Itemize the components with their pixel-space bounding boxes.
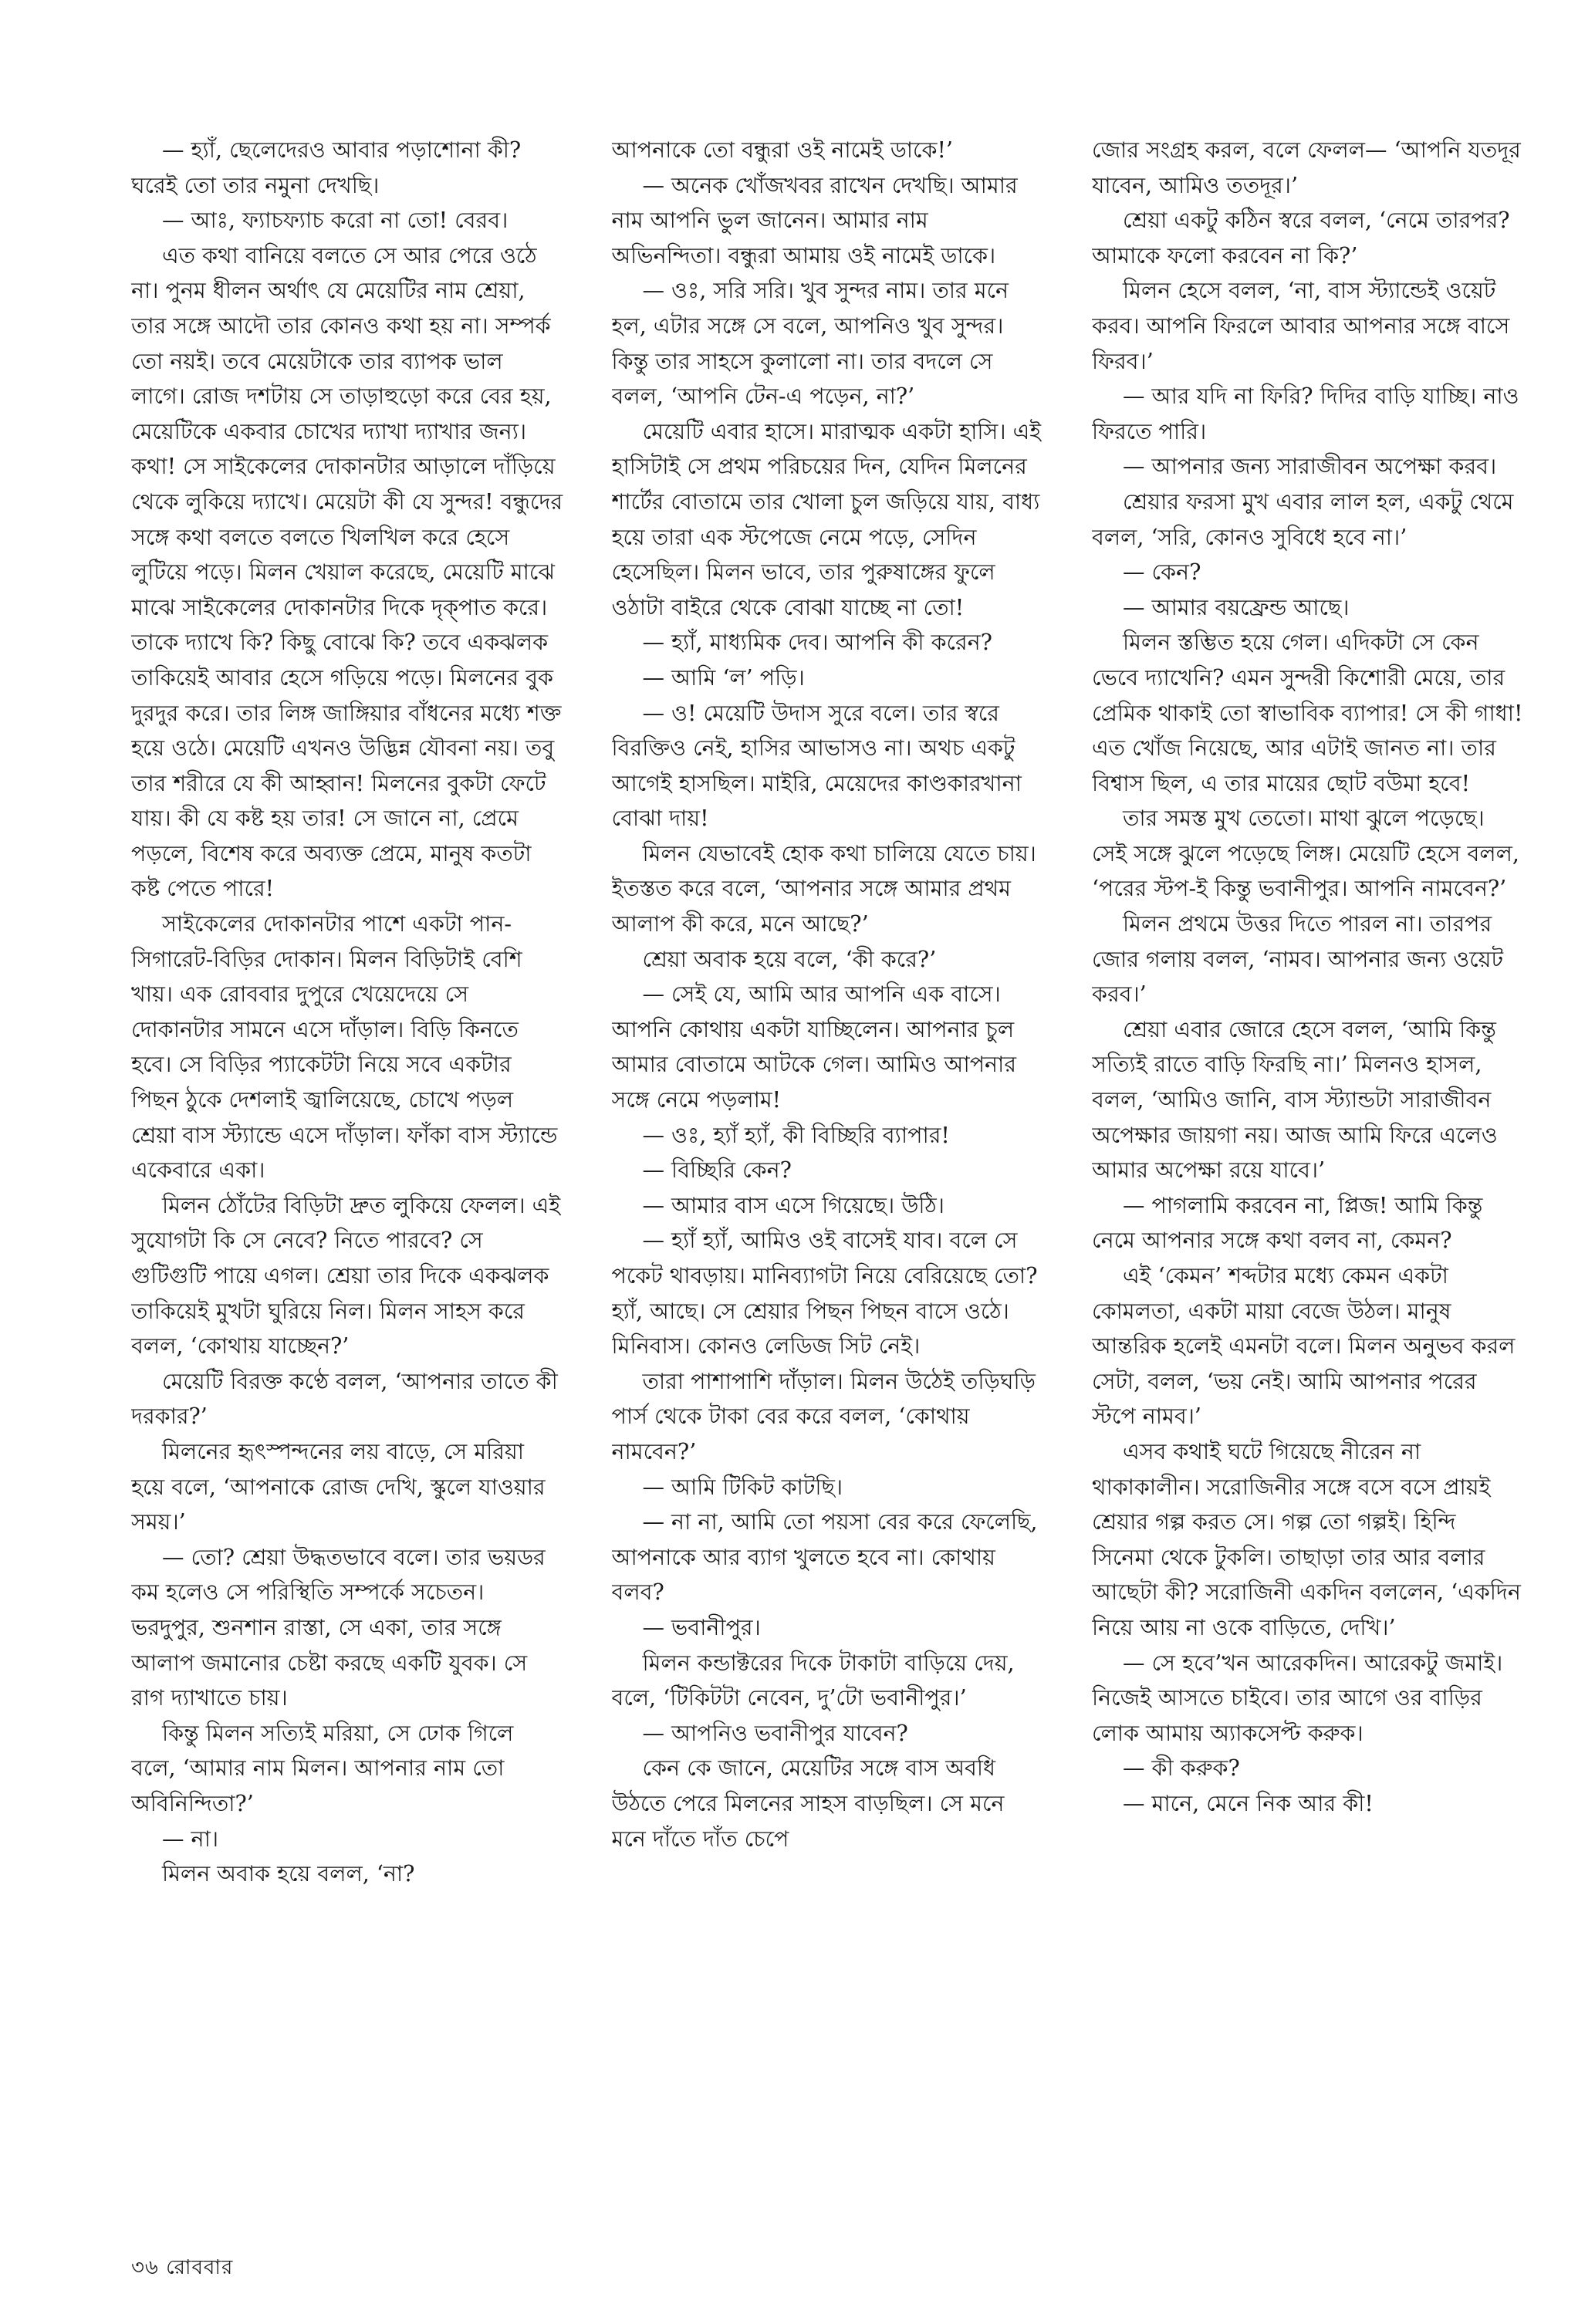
paragraph: মিলন স্তম্ভিত হয়ে গেল। এদিকটা সে কেন ভেবে দ্যাখেনি? এমন সুন্দরী কিশোরী মেয়ে, তার প্রেমিক থাকাই তো স্বাভাবিক ব্যাপার! সে কী গাধা! এত খোঁজ নিয়েছে, আর এটাই জানত না। তার বিশ্বাস ছিল, এ তার মায়ের ছোট বউমা হবে! bbox=[1092, 630, 1523, 796]
paragraph: — সে হবে’খন আরেকদিন। আরেকটু জমাই। নিজেই আসতে চাইবে। তার আগে ওর বাড়ির লোক আমায় অ্যাকসেপ্ট করুক। bbox=[1092, 1650, 1503, 1746]
paragraph: মিলন যেভাবেই হোক কথা চালিয়ে যেতে চায়। ইতস্তত করে বলে, ‘আপনার সঙ্গে আমার প্রথম আলাপ কী করে, মনে আছে?’ bbox=[611, 840, 1036, 937]
paragraph: মিলন প্রথমে উত্তর দিতে পারল না। তারপর জোর গলায় বলল, ‘নামব। আপনার জন্য ওয়েট করব।’ bbox=[1092, 911, 1503, 1008]
paragraph: তারা পাশাপাশি দাঁড়াল। মিলন উঠেই তড়িঘড়ি পার্স থেকে টাকা বের করে বলল, ‘কোথায় নামবেন?’ bbox=[611, 1368, 1036, 1464]
paragraph: — মানে, মেনে নিক আর কী! bbox=[1123, 1790, 1374, 1816]
paragraph: — আমার বয়ফ্রেন্ড আছে। bbox=[1123, 594, 1350, 620]
paragraph: মিলন কন্ডাক্টরের দিকে টাকাটা বাড়িয়ে দেয়, বলে, ‘টিকিটটা নেবেন, দু’টো ভবানীপুর।’ bbox=[611, 1650, 1015, 1711]
paragraph: এসব কথাই ঘটে গিয়েছে নীরেন না থাকাকালীন। সরোজিনীর সঙ্গে বসে বসে প্রায়ই শ্রেয়ার গল্প করত সে। গল্প তো গল্পই। হিন্দি সিনেমা থেকে টুকলি। তাছাড়া তার আর বলার আছেটা কী? সরোজিনী একদিন বললেন, ‘একদিন নিয়ে আয় না ওকে বাড়িতে, দেখি।’ bbox=[1092, 1438, 1521, 1640]
paragraph: মেয়েটি এবার হাসে। মারাত্মক একটা হাসি। এই হাসিটাই সে প্রথম পরিচয়ের দিন, যেদিন মিলনের শার্টের বোতামে তার খোলা চুল জড়িয়ে যায়, বাধ্য হয়ে তারা এক স্টপেজে নেমে পড়ে, সেদিন হেসেছিল। মিলন ভাবে, তার পুরুষাঙ্গের ফুলে ওঠাটা বাইরে থেকে বোঝা যাচ্ছে না তো! bbox=[611, 418, 1042, 620]
paragraph: — ওঃ, হ্যাঁ হ্যাঁ, কী বিচ্ছিরি ব্যাপার! bbox=[642, 1122, 950, 1148]
text-columns bbox=[131, 133, 1524, 2247]
paragraph: মিলন অবাক হয়ে বলল, ‘না? bbox=[162, 1861, 415, 1887]
paragraph: শ্রেয়ার ফরসা মুখ এবার লাল হল, একটু থেমে বলল, ‘সরি, কোনও সুবিধে হবে না।’ bbox=[1092, 488, 1514, 550]
paragraph: — আমি ‘ল’ পড়ি। bbox=[642, 664, 805, 691]
paragraph: — আমি টিকিট কাটছি। bbox=[642, 1474, 843, 1500]
paragraph: — আমার বাস এসে গিয়েছে। উঠি। bbox=[642, 1192, 944, 1218]
paragraph: — হ্যাঁ হ্যাঁ, আমিও ওই বাসেই যাব। বলে সে পকেট থাবড়ায়। মানিব্যাগটা নিয়ে বেরিয়েছে তো? হ্যাঁ, আছে। সে শ্রেয়ার পিছন পিছন বাসে ওঠে। মিনিবাস। কোনও লেডিজ সিট নেই। bbox=[611, 1228, 1038, 1360]
paragraph: মিলনের হৃৎস্পন্দনের লয় বাড়ে, সে মরিয়া হয়ে বলে, ‘আপনাকে রোজ দেখি, স্কুলে যাওয়ার সময়।’ bbox=[131, 1438, 546, 1535]
paragraph: — পাগলামি করবেন না, প্লিজ! আমি কিন্তু নেমে আপনার সঙ্গে কথা বলব না, কেমন? bbox=[1092, 1192, 1483, 1254]
paragraph: — ওঃ, সরি সরি। খুব সুন্দর নাম। তার মনে হল, এটার সঙ্গে সে বলে, আপনিও খুব সুন্দর। কিন্তু তার সাহসে কুলালো না। তার বদলে সে বলল, ‘আপনি টেন-এ পড়েন, না?’ bbox=[611, 278, 1009, 410]
paragraph: — কী করুক? bbox=[1123, 1755, 1240, 1782]
paragraph: কেন কে জানে, মেয়েটির সঙ্গে বাস অবধি উঠতে পেরে মিলনের সাহস বাড়ছিল। সে মনে মনে দাঁতে দাঁত চেপে bbox=[611, 1755, 1005, 1852]
paragraph: এত কথা বানিয়ে বলতে সে আর পেরে ওঠে না। পুনম ধীলন অর্থাৎ যে মেয়েটির নাম শ্রেয়া, তার সঙ্গে আদৌ তার কোনও কথা হয় না। সম্পর্ক তো নয়ই। তবে মেয়েটাকে তার ব্যাপক ভাল লাগে। রোজ দশটায় সে তাড়াহুড়ো করে বের হয়, মেয়েটিকে একবার চোখের দ্যাখা দ্যাখার জন্য। কথা! সে সাইকেলের দোকানটার আড়ালে দাঁড়িয়ে থেকে লুকিয়ে দ্যাখে। মেয়েটা কী যে সুন্দর! বন্ধুদের সঙ্গে কথা বলতে বলতে খিলখিল করে হেসে লুটিয়ে পড়ে। মিলন খেয়াল করেছে, মেয়েটি মাঝে মাঝে সাইকেলের দোকানটার দিকে দৃক্‌পাত করে। তাকে দ্যাখে কি? কিছু বোঝে কি? তবে একঝলক তাকিয়েই আবার হেসে গড়িয়ে পড়ে। মিলনের বুক দুরদুর করে। তার লিঙ্গ জাঙ্গিয়ার বাঁধনের মধ্যে শক্ত হয়ে ওঠে। মেয়েটি এখনও উদ্ভিন্ন যৌবনা নয়। তবু তার শরীরে যে কী আহ্বান! মিলনের বুকটা ফেটে যায়। কী যে কষ্ট হয় তার! সে জানে না, প্রেমে পড়লে, বিশেষ করে অব্যক্ত প্রেমে, মানুষ কতটা কষ্ট পেতে পারে! bbox=[131, 242, 563, 902]
paragraph: — আর যদি না ফিরি? দিদির বাড়ি যাচ্ছি। নাও ফিরতে পারি। bbox=[1092, 383, 1519, 444]
paragraph: — আপনার জন্য সারাজীবন অপেক্ষা করব। bbox=[1123, 454, 1497, 480]
paragraph: শ্রেয়া অবাক হয়ে বলে, ‘কী করে?’ bbox=[642, 946, 937, 972]
paragraph: মেয়েটি বিরক্ত কণ্ঠে বলল, ‘আপনার তাতে কী দরকার?’ bbox=[131, 1368, 558, 1430]
paragraph: — না। bbox=[162, 1826, 219, 1852]
paragraph: — আঃ, ফ্যাচফ্যাচ করো না তো! বেরব। bbox=[162, 208, 509, 234]
paragraph: শ্রেয়া একটু কঠিন স্বরে বলল, ‘নেমে তারপর? আমাকে ফলো করবেন না কি?’ bbox=[1092, 208, 1510, 269]
paragraph: — বিচ্ছিরি কেন? bbox=[642, 1157, 792, 1184]
paragraph: আপনাকে তো বন্ধুরা ওই নামেই ডাকে!’ bbox=[611, 137, 953, 163]
paragraph: মিলন হেসে বলল, ‘না, বাস স্ট্যান্ডেই ওয়েট করব। আপনি ফিরলে আবার আপনার সঙ্গে বাসে ফিরব।’ bbox=[1092, 278, 1510, 374]
paragraph: এই ‘কেমন’ শব্দটার মধ্যে কেমন একটা কোমলতা, একটা মায়া বেজে উঠল। মানুষ আন্তরিক হলেই এমনটা বলে। মিলন অনুভব করল সেটা, বলল, ‘ভয় নেই। আমি আপনার পরের স্টপে নামব।’ bbox=[1092, 1263, 1516, 1430]
paragraph: জোর সংগ্রহ করল, বলে ফেলল— ‘আপনি যতদূর যাবেন, আমিও ততদূর।’ bbox=[1092, 137, 1521, 198]
paragraph: তার সমস্ত মুখ তেতো। মাথা ঝুলে পড়েছে। সেই সঙ্গে ঝুলে পড়েছে লিঙ্গ। মেয়েটি হেসে বলল, ‘পরের স্টপ-ই কিন্তু ভবানীপুর। আপনি নামবেন?’ bbox=[1092, 806, 1519, 902]
paragraph: — অনেক খোঁজখবর রাখেন দেখছি। আমার নাম আপনি ভুল জানেন। আমার নাম অভিনন্দিতা। বন্ধুরা আমায় ওই নামেই ডাকে। bbox=[611, 172, 1018, 269]
paragraph: কিন্তু মিলন সত্যিই মরিয়া, সে ঢোক গিলে বলে, ‘আমার নাম মিলন। আপনার নাম তো অবিনিন্দিতা?’ bbox=[131, 1720, 514, 1816]
paragraph: — তো? শ্রেয়া উদ্ধতভাবে বলে। তার ভয়ডর কম হলেও সে পরিস্থিতি সম্পর্কে সচেতন। ভরদুপুর, শুনশান রাস্তা, সে একা, তার সঙ্গে আলাপ জমানোর চেষ্টা করছে একটি যুবক। সে রাগ দ্যাখাতে চায়। bbox=[131, 1544, 546, 1711]
paragraph: শ্রেয়া এবার জোরে হেসে বলল, ‘আমি কিন্তু সত্যিই রাতে বাড়ি ফিরছি না।’ মিলনও হাসল, বলল, ‘আমিও জানি, বাস স্ট্যান্ডটা সারাজীবন অপেক্ষার জায়গা নয়। আজ আমি ফিরে এলেও আমার অপেক্ষা রয়ে যাবে।’ bbox=[1092, 1016, 1498, 1184]
paragraph: — হ্যাঁ, মাধ্যমিক দেব। আপনি কী করেন? bbox=[642, 630, 992, 656]
paragraph: সাইকেলের দোকানটার পাশে একটা পান-সিগারেট-বিড়ির দোকান। মিলন বিড়িটাই বেশি খায়। এক রোববার দুপুরে খেয়েদেয়ে সে দোকানটার সামনে এসে দাঁড়াল। বিড়ি কিনতে হবে। সে বিড়ির প্যাকেটটা নিয়ে সবে একটার পিছন ঠুকে দেশলাই জ্বালিয়েছে, চোখে পড়ল শ্রেয়া বাস স্ট্যান্ডে এসে দাঁড়াল। ফাঁকা বাস স্ট্যান্ডে একেবারে একা। bbox=[131, 911, 558, 1184]
paragraph: — হ্যাঁ, ছেলেদেরও আবার পড়াশোনা কী? ঘরেই তো তার নমুনা দেখছি। bbox=[131, 137, 522, 198]
paragraph: — ভবানীপুর। bbox=[642, 1614, 761, 1640]
paragraph: — না না, আমি তো পয়সা বের করে ফেলেছি, আপনাকে আর ব্যাগ খুলতে হবে না। কোথায় বলব? bbox=[611, 1509, 1038, 1606]
paragraph: — আপনিও ভবানীপুর যাবেন? bbox=[642, 1720, 908, 1746]
paragraph: — ও! মেয়েটি উদাস সুরে বলে। তার স্বরে বিরক্তিও নেই, হাসির আভাসও না। অথচ একটু আগেই হাসছিল। মাইরি, মেয়েদের কাণ্ডকারখানা বোঝা দায়! bbox=[611, 700, 1022, 832]
page-footer: ৩৬ রোববার bbox=[131, 2256, 234, 2279]
column-2 bbox=[612, 133, 1044, 2247]
paragraph: — সেই যে, আমি আর আপনি এক বাসে। আপনি কোথায় একটা যাচ্ছিলেন। আপনার চুল আমার বোতামে আটকে গেল। আমিও আপনার সঙ্গে নেমে পড়লাম! bbox=[611, 981, 1016, 1113]
paragraph: — কেন? bbox=[1123, 559, 1201, 586]
paragraph: মিলন ঠোঁটের বিড়িটা দ্রুত লুকিয়ে ফেলল। এই সুযোগটা কি সে নেবে? নিতে পারবে? সে গুটিগুটি পায়ে এগল। শ্রেয়া তার দিকে একঝলক তাকিয়েই মুখটা ঘুরিয়ে নিল। মিলন সাহস করে বলল, ‘কোথায় যাচ্ছেন?’ bbox=[131, 1192, 561, 1360]
column-1 bbox=[131, 133, 563, 2247]
column-3 bbox=[1092, 133, 1524, 2247]
